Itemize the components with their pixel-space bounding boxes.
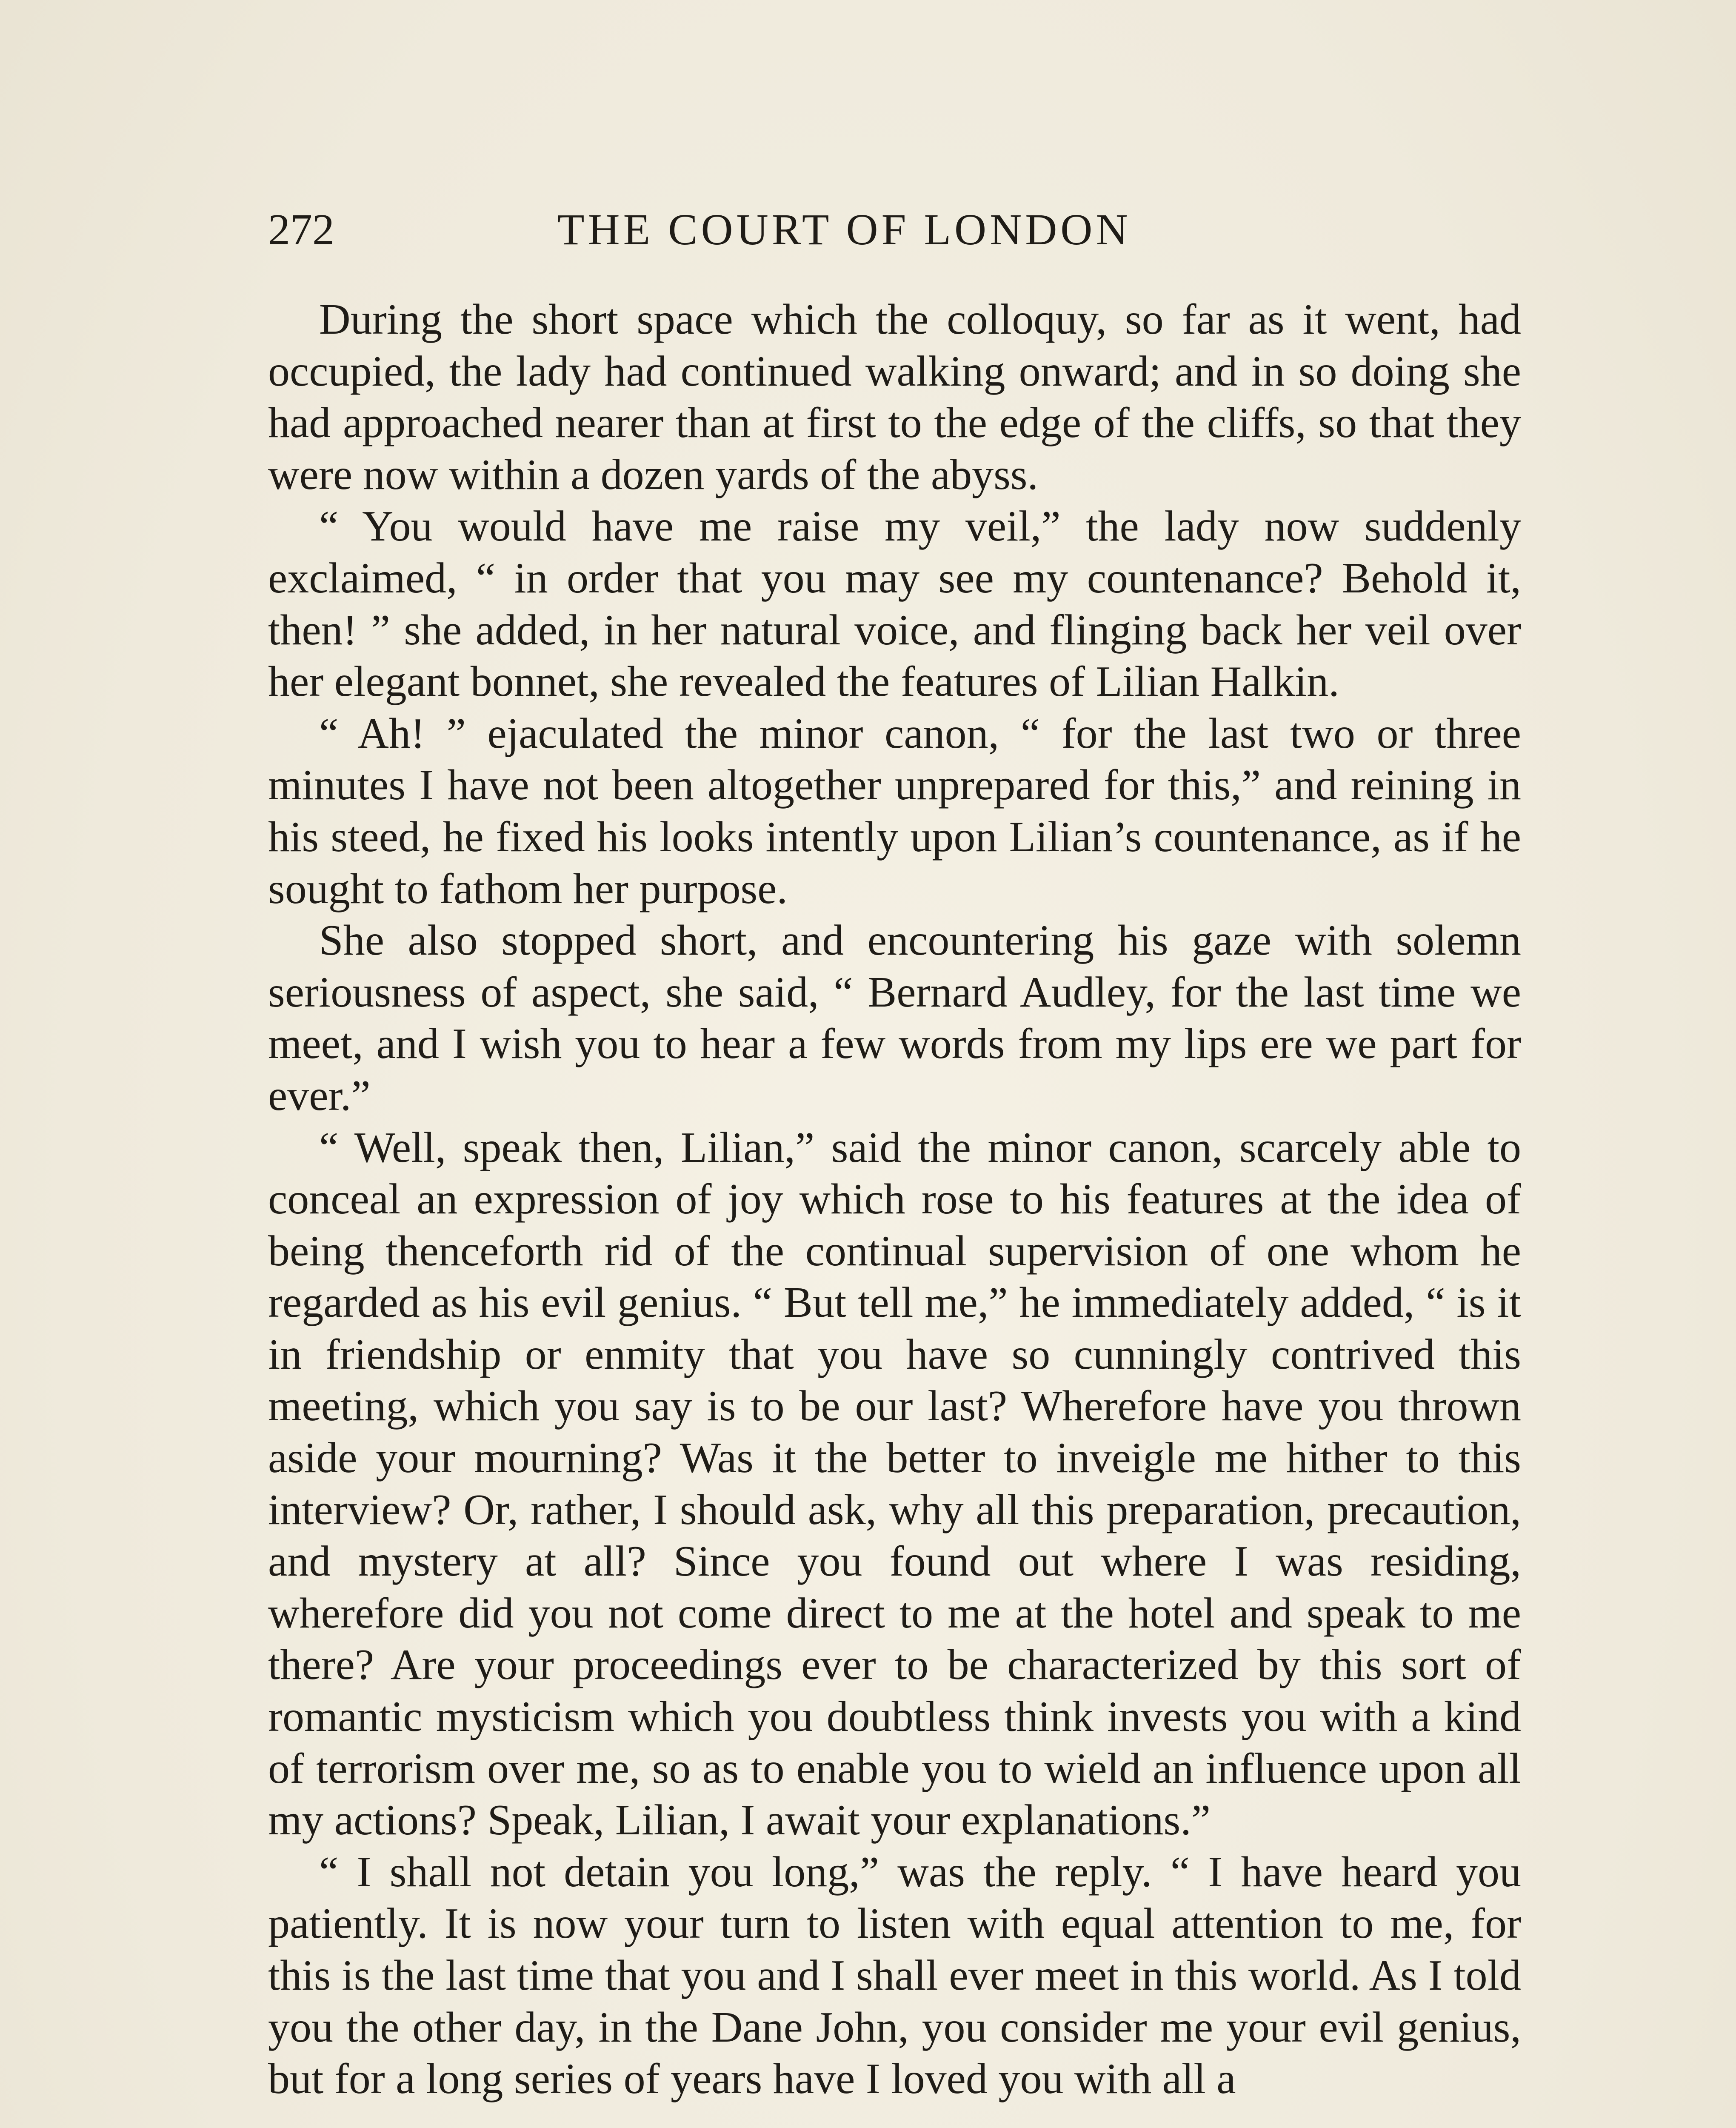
paragraph: “ Well, speak then, Lilian,” said the minor canon, scarcely able to conceal an expression of joy which rose to his features at the idea of being thenceforth rid of the continual supervision of one whom he regarded as his evil genius. “ But tell me,” he immediately added, “ is it in friendship or enmity that you have so cunningly contrived this meeting, which you say is to be our last? Wherefore have you thrown aside your mourning? Was it the better to inveigle me hither to this interview? Or, rather, I should ask, why all this preparation, precaution, and mystery at all? Since you found out where I was residing, wherefore did you not come direct to me at the hotel and speak to me there? Are your proceedings ever to be characterized by this sort of romantic mysticism which you doubtless think invests you with a kind of terrorism over me, so as to enable you to wield an influence upon all my actions? Speak, Lilian, I await your explanations.” (268, 1123, 1521, 1845)
running-title: THE COURT OF LONDON (557, 205, 1131, 254)
paragraph: She also stopped short, and encountering his gaze with solemn seriousness of aspect, she said, “ Bernard Audley, for the last time we meet, and I wish you to hear a few words from my lips ere we part for ever.” (268, 916, 1521, 1120)
paragraph: During the short space which the colloquy, so far as it went, had occupied, the lady had continued walking onward; and in so doing she had approached nearer than at first to the edge of the cliffs, so that they were now within a dozen yards of the abyss. (268, 295, 1521, 499)
page-number: 272 (268, 205, 334, 254)
paragraph: “ I shall not detain you long,” was the reply. “ I have heard you patiently. It is now your turn to listen with equal attention to me, for this is the last time that you and I shall ever meet in this world. As I told you the other day, in the Dane John, you consider me your evil genius, but for a long series of years have I loved you with all a (268, 1848, 1521, 2103)
body-text (268, 294, 1521, 2105)
paragraph: “ You would have me raise my veil,” the lady now suddenly exclaimed, “ in order that you may see my countenance? Behold it, then! ” she added, in her natural voice, and flinging back her veil over her elegant bonnet, she revealed the features of Lilian Halkin. (268, 502, 1521, 706)
paragraph: “ Ah! ” ejaculated the minor canon, “ for the last two or three minutes I have not been altogether unprepared for this,” and reining in his steed, he fixed his looks intently upon Lilian’s countenance, as if he sought to fathom her purpose. (268, 709, 1521, 913)
page-header (268, 200, 1228, 260)
